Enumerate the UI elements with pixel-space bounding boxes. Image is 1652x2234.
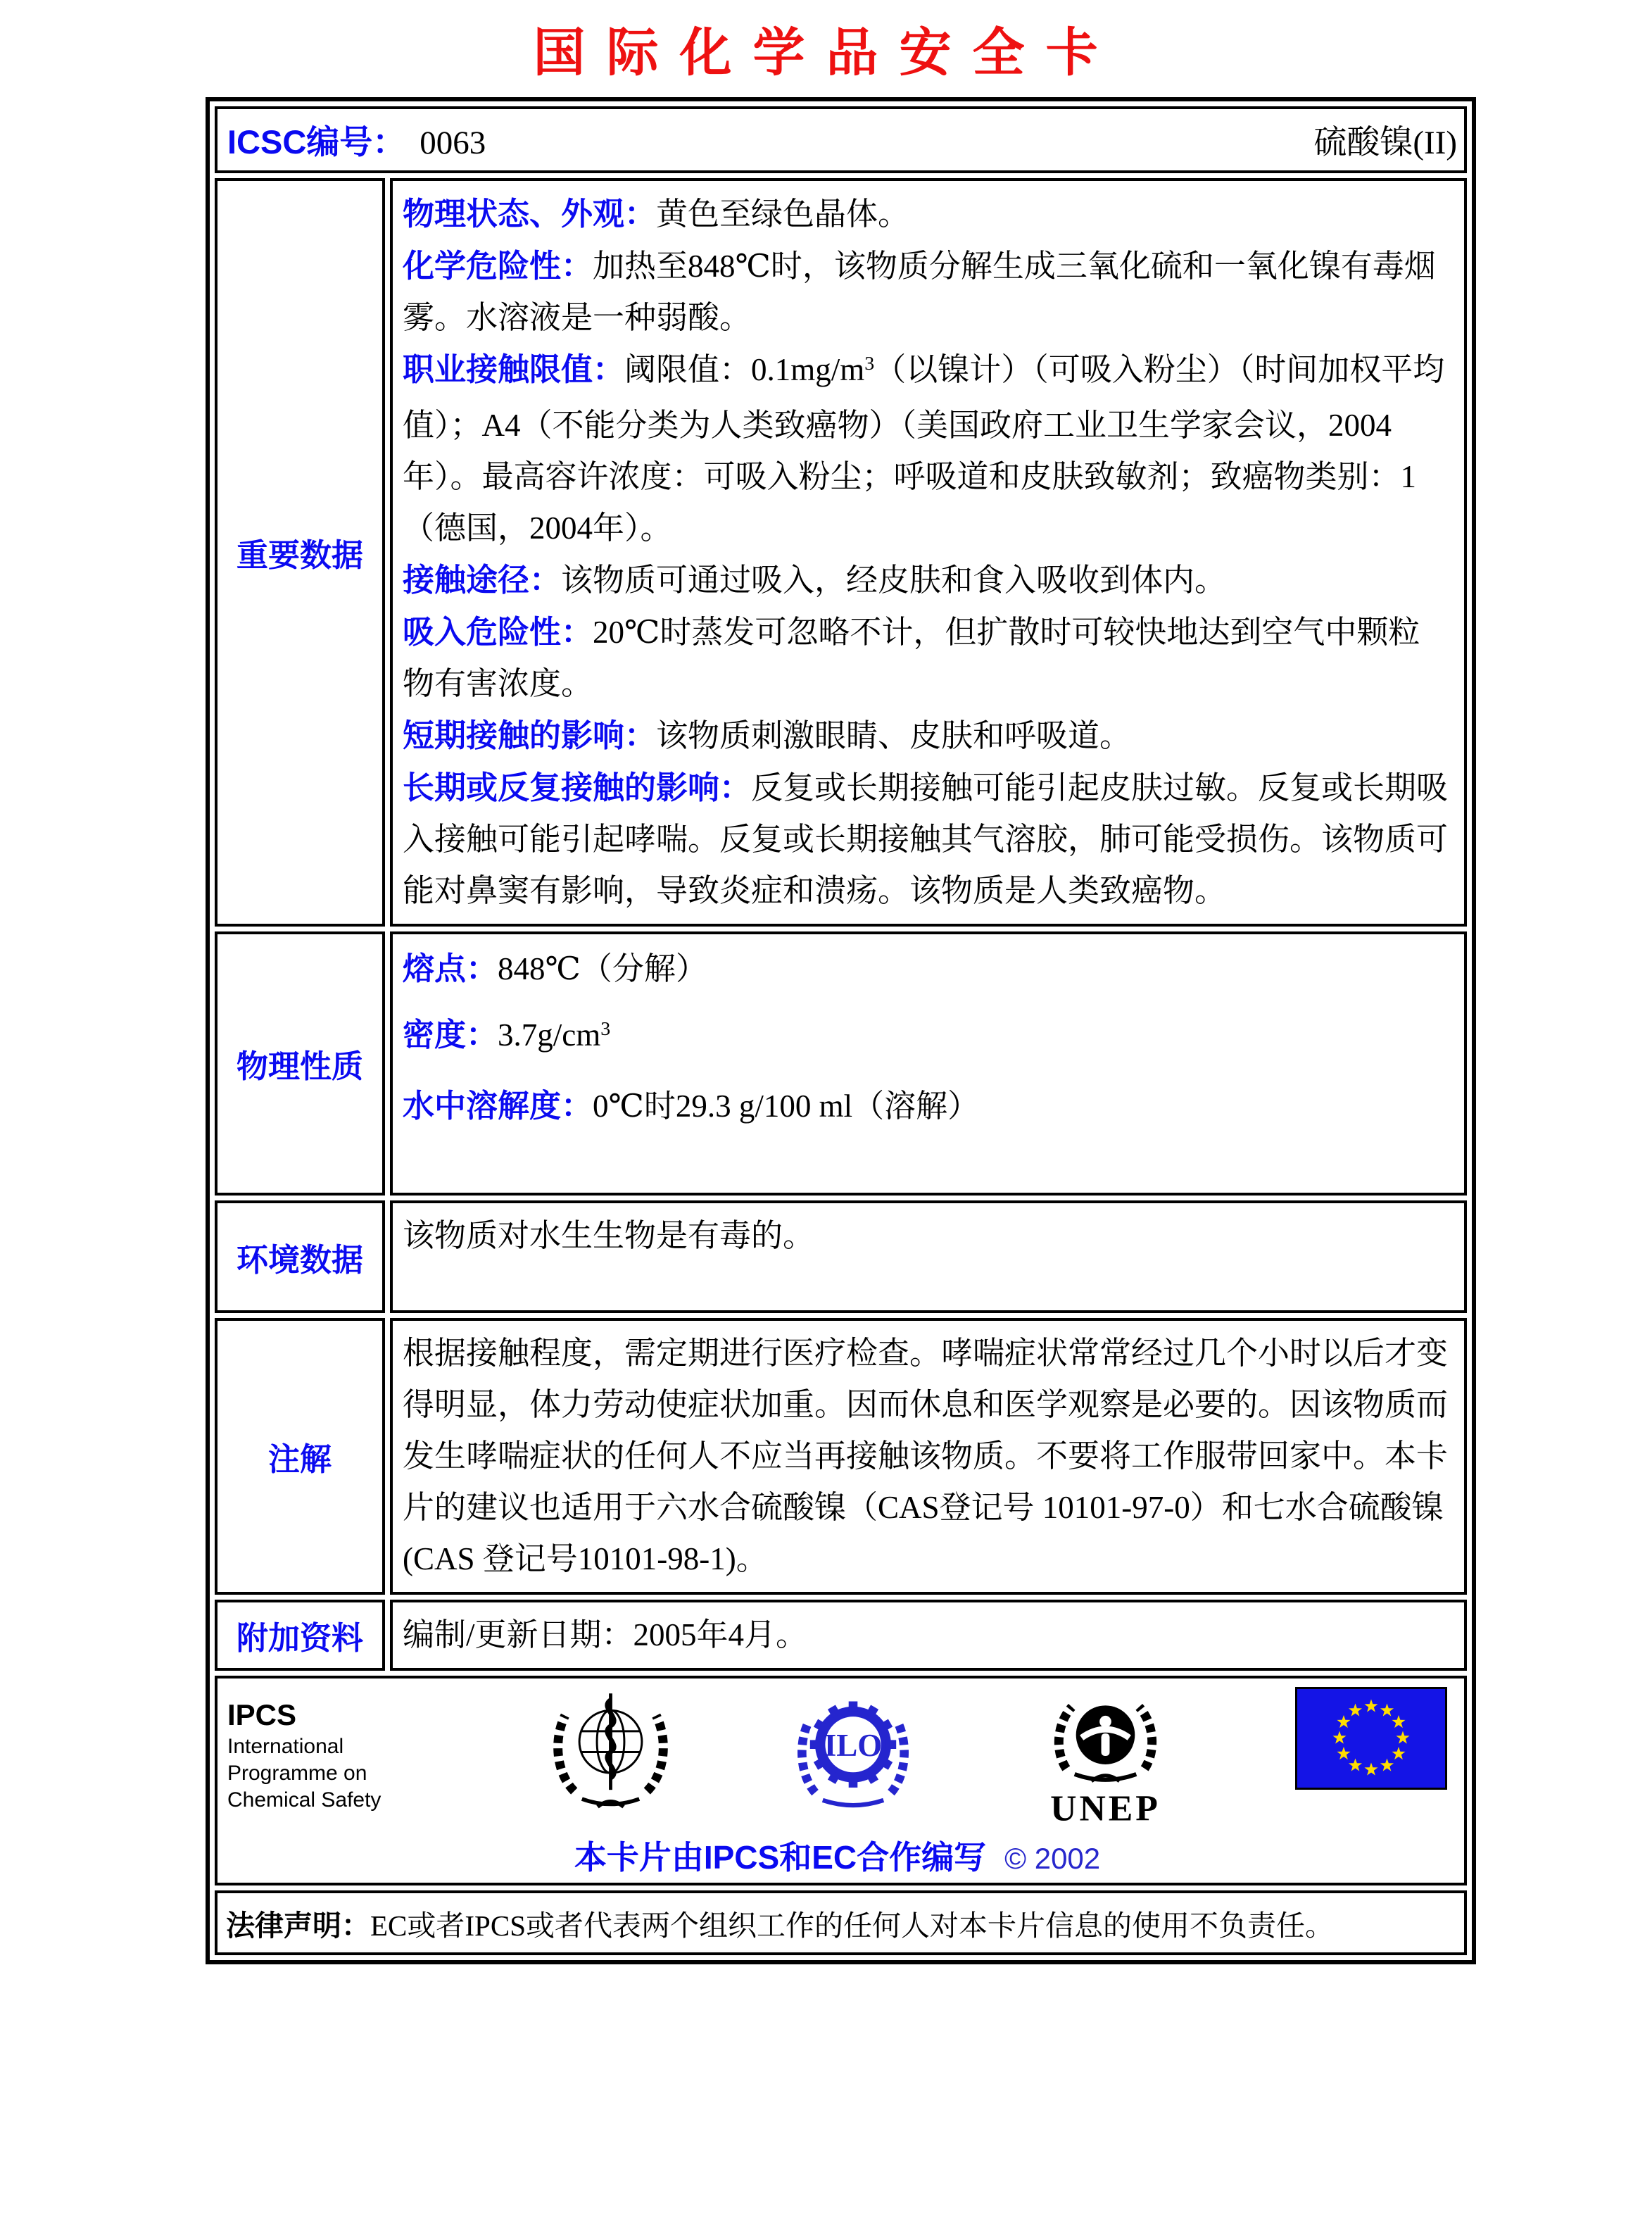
environmental-text: 该物质对水生生物是有毒的。 — [403, 1218, 815, 1253]
additional-info-text: 编制/更新日期：2005年4月。 — [403, 1617, 808, 1652]
chemical-name: 硫酸镍(II) — [1313, 125, 1457, 161]
field-label: 物理状态、外观： — [403, 196, 657, 232]
field-melting-point — [403, 941, 1451, 996]
logos-row — [215, 1676, 1467, 1885]
physical-properties-row — [215, 931, 1467, 1196]
legal-text: EC或者IPCS或者代表两个组织工作的任何人对本卡片信息的使用不负责任。 — [370, 1909, 1334, 1942]
icsc-number-label: ICSC编号： — [227, 123, 406, 161]
page-title: 国际化学品安全卡 — [533, 23, 1119, 82]
field-occupational-exposure-limits — [403, 344, 1451, 554]
field-density — [403, 1008, 1451, 1067]
legal-label: 法律声明： — [226, 1909, 370, 1942]
logos-cell — [215, 1676, 1467, 1885]
field-text: （以镍计）（可吸入粉尘）（时间加权平均值）；A4（不能分类为人类致癌物）（美国政府工业卫生学家会议，2004年）。最高容许浓度：可吸入粉尘；呼吸道和皮肤致敏剂；致癌物类别：1（德国，2004年）。 — [403, 352, 1445, 546]
field-label: 化学危险性： — [403, 248, 593, 284]
field-text: 阈限值：0.1mg/m — [624, 352, 865, 387]
field-label: 密度： — [403, 1017, 498, 1053]
field-text: 0℃时29.3 g/100 ml（溶解） — [593, 1088, 980, 1124]
icsc-number-group — [227, 116, 486, 163]
field-inhalation-risk — [403, 606, 1451, 710]
field-text: 20℃时蒸发可忽略不计，但扩散时可较快地达到空气中颗粒物有害浓度。 — [403, 615, 1420, 701]
ilo-logo-icon — [790, 1687, 916, 1817]
superscript: 3 — [864, 352, 875, 375]
physical-properties-content — [390, 931, 1467, 1196]
field-water-solubility — [403, 1079, 1451, 1134]
important-data-row-label: 重要数据 — [215, 178, 385, 927]
ipcs-line: International — [227, 1735, 344, 1758]
field-label: 短期接触的影响： — [403, 717, 657, 753]
field-text: 3.7g/cm — [498, 1017, 601, 1053]
ipcs-acronym: IPCS — [227, 1698, 297, 1731]
copyright-text: © 2002 — [1004, 1842, 1101, 1875]
field-physical-state — [403, 188, 1451, 240]
notes-row — [215, 1318, 1467, 1595]
field-label: 水中溶解度： — [403, 1088, 593, 1124]
caption-text: 本卡片由IPCS和EC合作编写 — [574, 1839, 987, 1876]
field-label: 接触途径： — [403, 562, 562, 598]
field-routes-of-exposure — [403, 554, 1451, 606]
field-label: 长期或反复接触的影响： — [403, 770, 752, 805]
icsc-number-value: 0063 — [420, 125, 486, 161]
cooperation-caption — [227, 1832, 1447, 1878]
legal-cell — [215, 1890, 1467, 1955]
unep-logo-icon — [1030, 1687, 1181, 1828]
environmental-data-row-label: 环境数据 — [215, 1200, 385, 1313]
additional-info-row-label: 附加资料 — [215, 1600, 385, 1671]
notes-content — [390, 1318, 1467, 1595]
ipcs-line: Programme on — [227, 1762, 367, 1785]
safety-card-table — [206, 97, 1476, 1964]
eu-flag-icon — [1295, 1687, 1447, 1790]
field-label: 职业接触限值： — [403, 351, 625, 387]
ipcs-line: Chemical Safety — [227, 1788, 382, 1812]
field-chemical-hazard — [403, 240, 1451, 344]
field-text: 848℃（分解） — [498, 951, 707, 986]
ilo-logo-text: ILO — [824, 1727, 882, 1763]
field-label: 吸入危险性： — [403, 614, 593, 650]
field-text: 该物质刺激眼睛、皮肤和呼吸道。 — [656, 718, 1132, 753]
environmental-data-content — [390, 1200, 1467, 1313]
field-label: 熔点： — [403, 950, 498, 986]
additional-info-row — [215, 1600, 1467, 1671]
physical-properties-row-label: 物理性质 — [215, 931, 385, 1196]
header-cell — [215, 106, 1467, 173]
field-long-term-effects — [403, 762, 1451, 917]
who-logo-icon — [546, 1687, 676, 1817]
unep-logo-text: UNEP — [1050, 1788, 1161, 1828]
notes-text: 根据接触程度，需定期进行医疗检查。哮喘症状常常经过几个小时以后才变得明显，体力劳动使症状加重。因而休息和医学观察是必要的。因该物质而发生哮喘症状的任何人不应当再接触该物质。不要将工作服带回家中。本卡片的建议也适用于六水合硫酸镍（CAS登记号 10101-97-0）和七水合硫酸镍(CAS 登记号10101-98-1)。 — [403, 1336, 1449, 1576]
superscript: 3 — [600, 1017, 611, 1040]
important-data-content — [390, 178, 1467, 927]
environmental-data-row — [215, 1200, 1467, 1313]
notes-row-label: 注解 — [215, 1318, 385, 1595]
field-text: 反复或长期接触可能引起皮肤过敏。反复或长期吸入接触可能引起哮喘。反复或长期接触其气溶胶，肺可能受损伤。该物质可能对鼻窦有影响，导致炎症和溃疡。该物质是人类致癌物。 — [403, 770, 1449, 908]
important-data-row — [215, 178, 1467, 927]
legal-row — [215, 1890, 1467, 1955]
header-row — [215, 106, 1467, 173]
additional-info-content — [390, 1600, 1467, 1671]
field-text: 黄色至绿色晶体。 — [656, 196, 910, 232]
field-short-term-effects — [403, 710, 1451, 762]
field-text: 加热至848℃时，该物质分解生成三氧化硫和一氧化镍有毒烟雾。水溶液是一种弱酸。 — [403, 249, 1436, 335]
ipcs-text-block — [227, 1697, 431, 1814]
field-text: 该物质可通过吸入，经皮肤和食入吸收到体内。 — [561, 563, 1227, 598]
